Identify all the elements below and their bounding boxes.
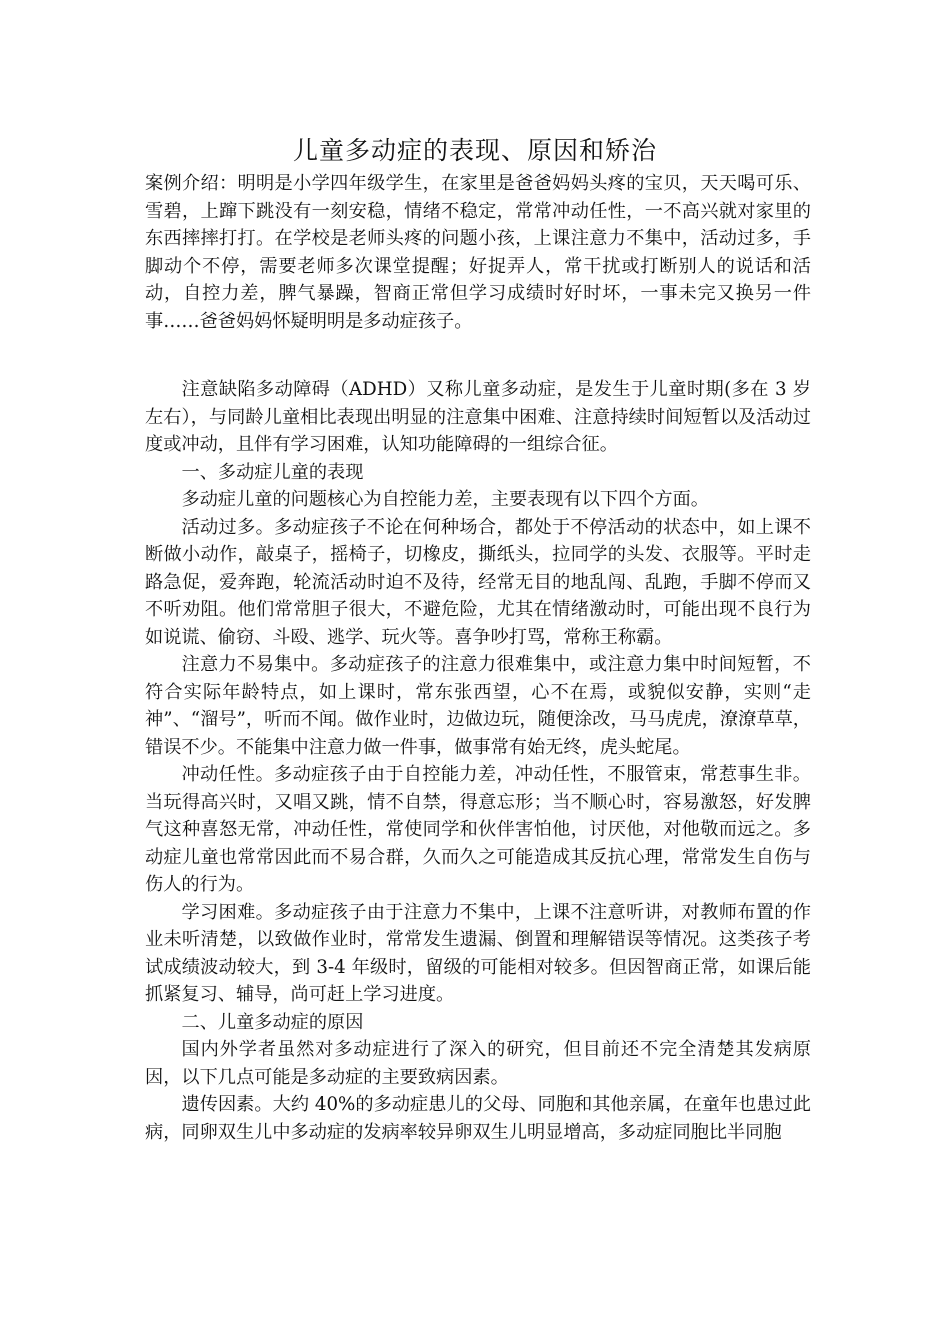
genetic-factors-paragraph: 遗传因素。大约 40%的多动症患儿的父母、同胞和其他亲属，在童年也患过此病，同卵双生儿中多动症的发病率较异卵双生儿明显增高，多动症同胞比半同胞 bbox=[145, 1094, 811, 1143]
paragraph-gap bbox=[145, 335, 811, 376]
document-body bbox=[145, 170, 811, 1146]
case-intro-paragraph: 案例介绍：明明是小学四年级学生，在家里是爸爸妈妈头疼的宝贝，天天喝可乐、雪碧，上蹿下跳没有一刻安稳，情绪不稳定，常常冲动任性，一不高兴就对家里的东西摔摔打打。在学校是老师头疼的问题小孩，上课注意力不集中，活动过多，手脚动个不停，需要老师多次课堂提醒；好捉弄人，常干扰或打断别人的说话和活动，自控力差，脾气暴躁，智商正常但学习成绩时好时坏，一事未完又换另一件事……爸爸妈妈怀疑明明是多动症孩子。 bbox=[145, 173, 811, 332]
impulsivity-paragraph: 冲动任性。多动症孩子由于自控能力差，冲动任性，不服管束，常惹事生非。当玩得高兴时，又唱又跳，情不自禁，得意忘形；当不顺心时，容易激怒，好发脾气这种喜怒无常，冲动任性，常使同学和伙伴害怕他，讨厌他，对他敬而远之。多动症儿童也常常因此而不易合群，久而久之可能造成其反抗心理，常常发生自伤与伤人的行为。 bbox=[145, 764, 811, 895]
symptoms-intro-paragraph: 多动症儿童的问题核心为自控能力差，主要表现有以下四个方面。 bbox=[181, 489, 709, 510]
section-heading-causes: 二、儿童多动症的原因 bbox=[181, 1011, 364, 1033]
section-heading-symptoms: 一、多动症儿童的表现 bbox=[181, 461, 364, 483]
adhd-definition-paragraph: 注意缺陷多动障碍（ADHD）又称儿童多动症，是发生于儿童时期(多在 3 岁左右），与同龄儿童相比表现出明显的注意集中困难、注意持续时间短暂以及活动过度或冲动，且伴有学习困难，认知功能障碍的一组综合征。 bbox=[145, 379, 811, 455]
inattention-paragraph: 注意力不易集中。多动症孩子的注意力很难集中，或注意力集中时间短暂，不符合实际年龄特点，如上课时，常东张西望，心不在焉，或貌似安静，实则“走神”、“溜号”，听而不闻。做作业时，边做边玩，随便涂改，马马虎虎，潦潦草草，错误不少。不能集中注意力做一件事，做事常有始无终，虎头蛇尾。 bbox=[145, 654, 811, 758]
learning-difficulty-paragraph: 学习困难。多动症孩子由于注意力不集中，上课不注意听讲，对教师布置的作业未听清楚，以致做作业时，常常发生遗漏、倒置和理解错误等情况。这类孩子考试成绩波动较大，到 3-4 年级时，留级的可能相对较多。但因智商正常，如课后能抓紧复习、辅导，尚可赶上学习进度。 bbox=[145, 901, 811, 1005]
document-title: 儿童多动症的表现、原因和矫治 bbox=[292, 136, 657, 165]
causes-intro-paragraph: 国内外学者虽然对多动症进行了深入的研究，但目前还不完全清楚其发病原因，以下几点可能是多动症的主要致病因素。 bbox=[145, 1039, 811, 1088]
hyperactivity-paragraph: 活动过多。多动症孩子不论在何种场合，都处于不停活动的状态中，如上课不断做小动作，敲桌子，摇椅子，切橡皮，撕纸头，拉同学的头发、衣服等。平时走路急促，爱奔跑，轮流活动时迫不及待，经常无目的地乱闯、乱跑，手脚不停而又不听劝阻。他们常常胆子很大，不避危险，尤其在情绪激动时，可能出现不良行为如说谎、偷窃、斗殴、逃学、玩火等。喜争吵打骂，常称王称霸。 bbox=[145, 516, 811, 648]
